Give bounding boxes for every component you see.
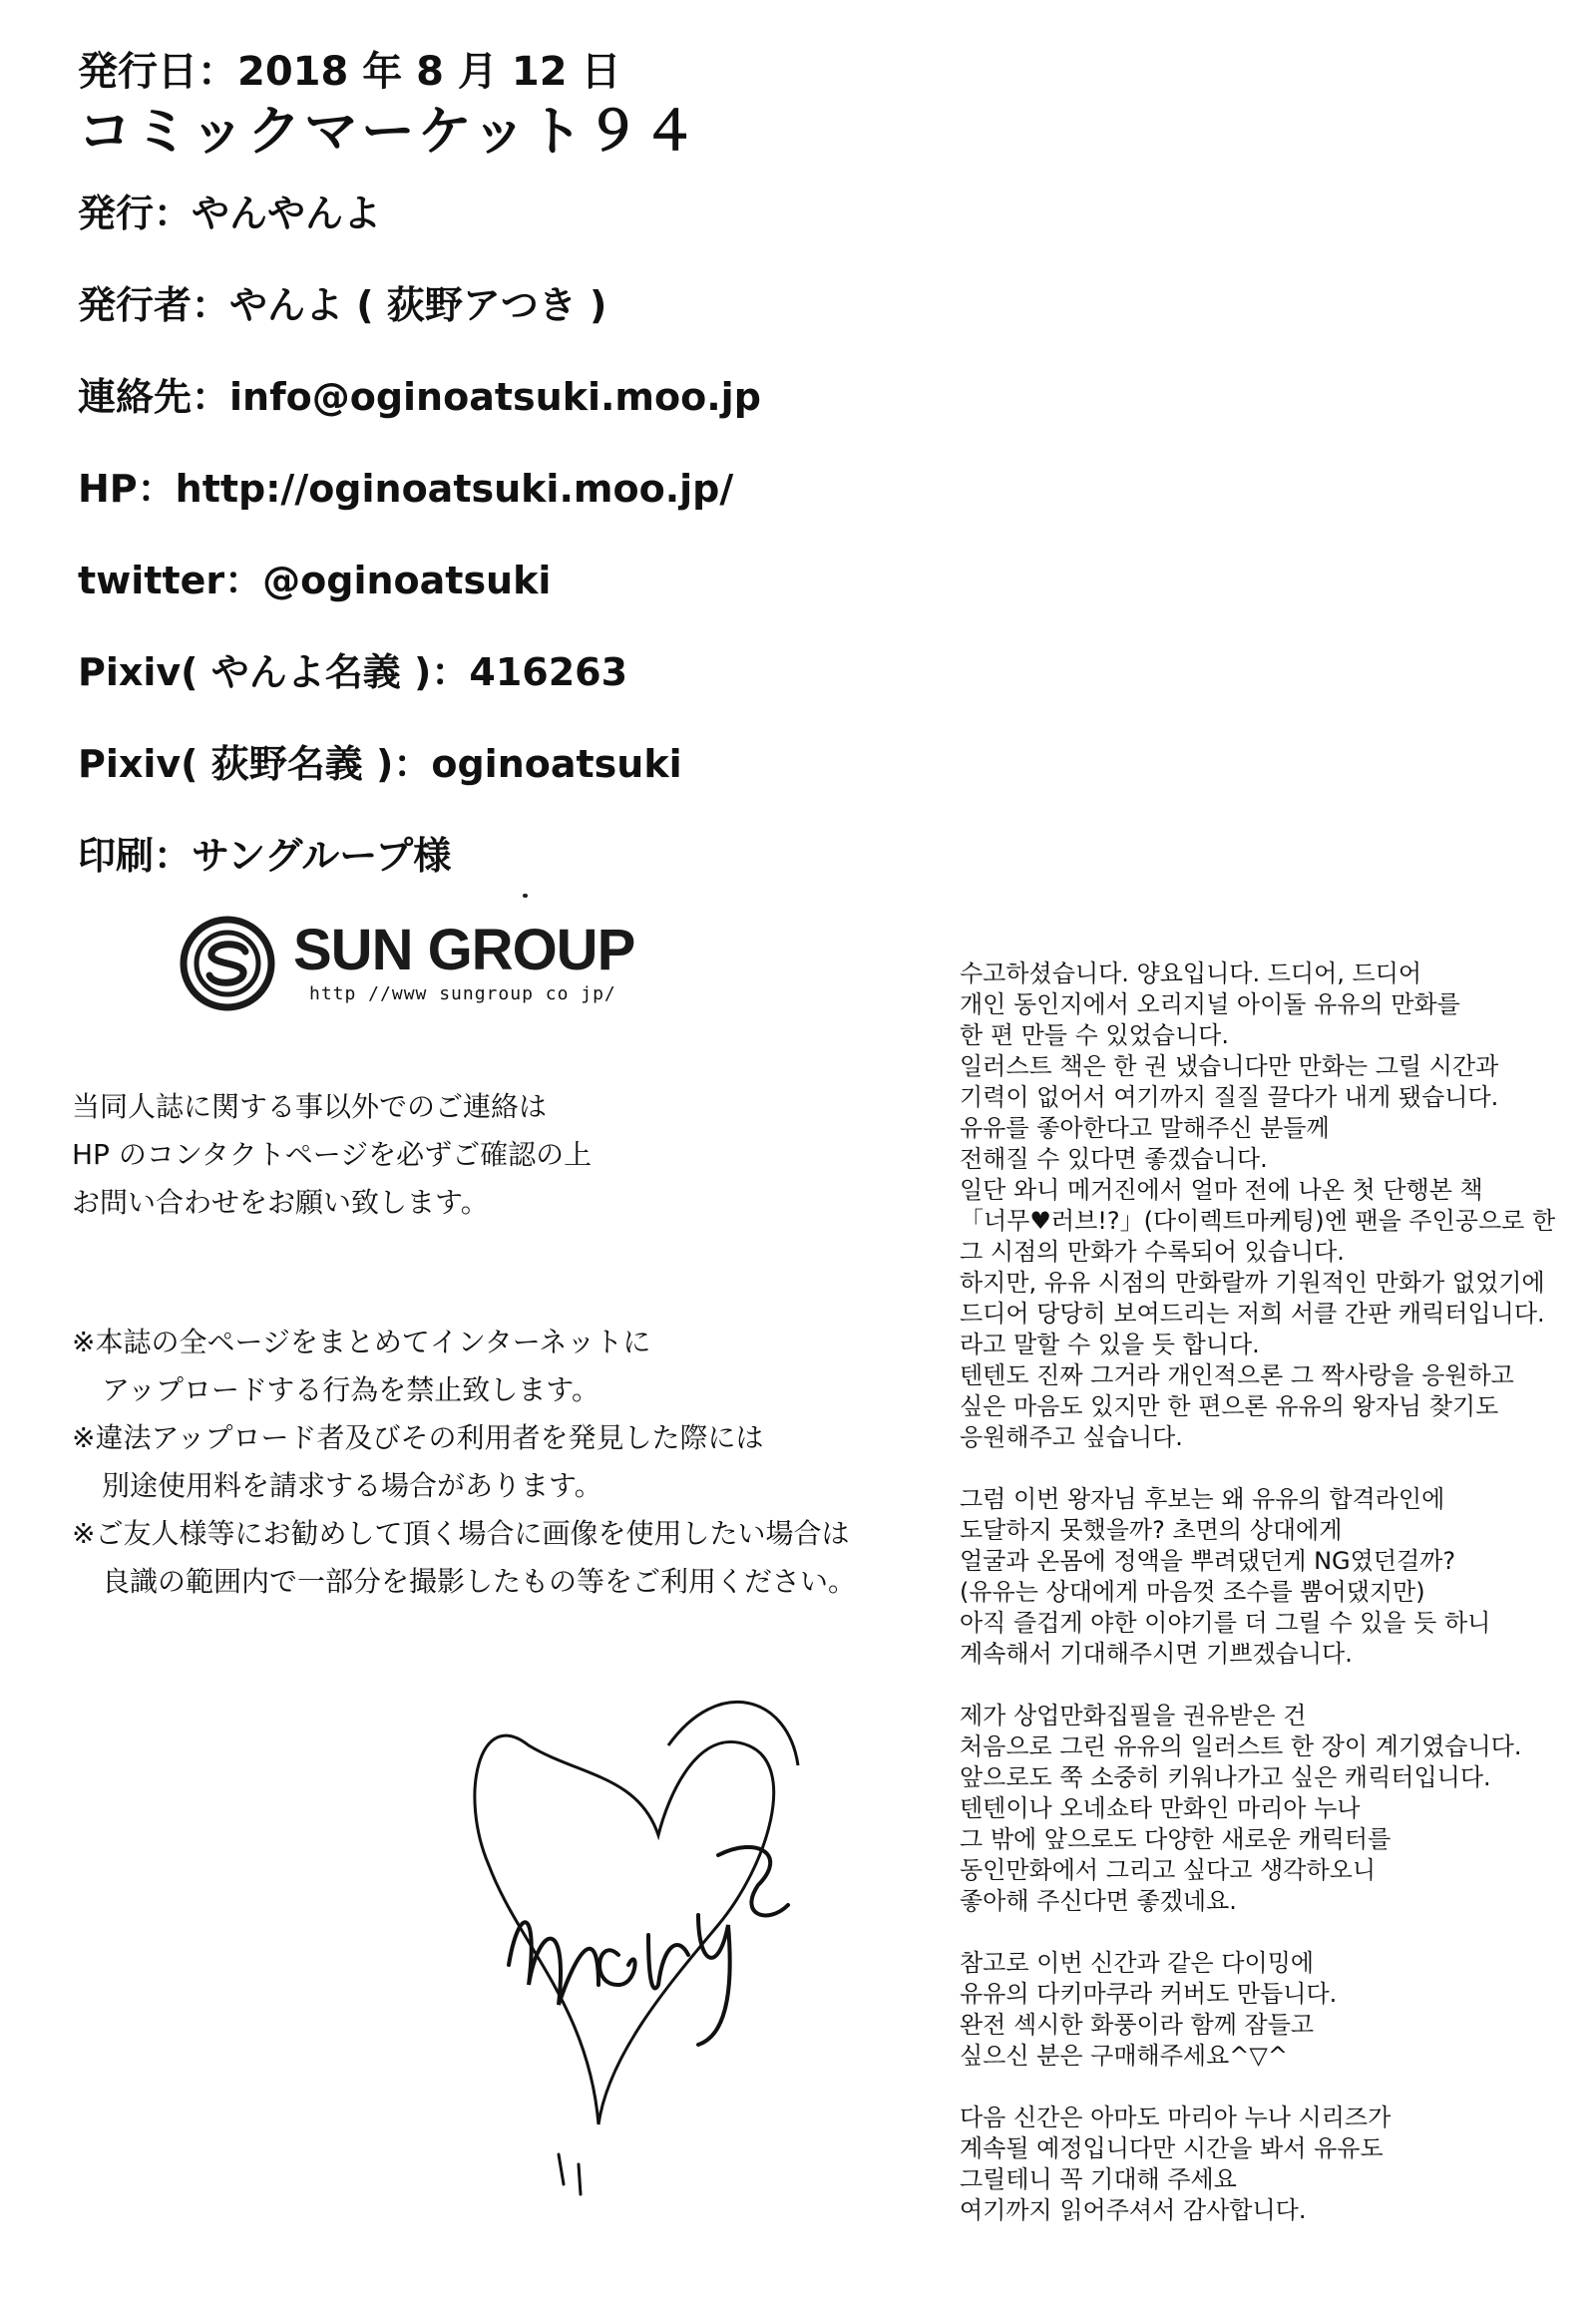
afterword-line: 제가 상업만화집필을 권유받은 건 bbox=[960, 1702, 1307, 1729]
event-title: コミックマーケット９４ bbox=[78, 100, 700, 163]
contact-note bbox=[72, 1083, 930, 1227]
afterword-line: 싶으신 분은 구매해주세요^▽^ bbox=[960, 2042, 1288, 2070]
afterword-line: 하지만, 유유 시점의 만화랄까 기원적인 만화가 없었기에 bbox=[960, 1269, 1545, 1297]
logo-wordmark: SUN GROUP bbox=[293, 918, 635, 982]
paragraph-gap bbox=[960, 2072, 1558, 2103]
contact-note-line: お問い合わせをお願い致します。 bbox=[72, 1186, 489, 1219]
paragraph-gap bbox=[960, 1453, 1558, 1484]
afterword-line: 한 편 만들 수 있었습니다. bbox=[960, 1021, 1229, 1049]
afterword-line: 완전 섹시한 화풍이라 함께 잠들고 bbox=[960, 2011, 1315, 2039]
sun-group-logo-icon bbox=[180, 916, 275, 1011]
author-row: 発行者：やんよ ( 荻野アつき ) bbox=[78, 283, 607, 327]
afterword-line: 라고 말할 수 있을 듯 합니다. bbox=[960, 1331, 1260, 1358]
sun-group-logo bbox=[180, 916, 698, 1015]
afterword-line: 여기까지 읽어주셔서 감사합니다. bbox=[960, 2196, 1307, 2224]
afterword-line: 앞으로도 쭉 소중히 키워나가고 싶은 캐릭터입니다. bbox=[960, 1763, 1491, 1791]
afterword-line: 그 밖에 앞으로도 다양한 새로운 캐릭터를 bbox=[960, 1825, 1392, 1853]
publish-date: 発行日：2018 年 8 月 12 日 bbox=[78, 49, 621, 95]
contact-note-line: HP のコンタクトページを必ずご確認の上 bbox=[72, 1138, 593, 1171]
afterword-line: 다음 신간은 아마도 마리아 누나 시리즈가 bbox=[960, 2104, 1392, 2131]
afterword-line: 수고하셨습니다. 양요입니다. 드디어, 드디어 bbox=[960, 959, 1422, 987]
afterword-line: 일단 와니 메거진에서 얼마 전에 나온 첫 단행본 책 bbox=[960, 1176, 1483, 1204]
colophon-info-list bbox=[78, 190, 936, 924]
notice-line: アップロードする行為を禁止致します。 bbox=[102, 1373, 599, 1406]
afterword-line: 개인 동인지에서 오리지널 아이돌 유유의 만화를 bbox=[960, 990, 1460, 1018]
heart-signature-icon bbox=[469, 1686, 868, 2224]
homepage-row: HP：http://oginoatsuki.moo.jp/ bbox=[78, 467, 734, 511]
afterword-line: 참고로 이번 신간과 같은 다이밍에 bbox=[960, 1949, 1315, 1977]
afterword-line: 「너무♥러브!?」(다이렉트마케팅)엔 팬을 주인공으로 한 bbox=[960, 1207, 1556, 1235]
colophon bbox=[78, 48, 936, 924]
paragraph-gap bbox=[960, 1670, 1558, 1701]
afterword-line: 싶은 마음도 있지만 한 편으론 유유의 왕자님 찾기도 bbox=[960, 1392, 1499, 1420]
afterword-line: 일러스트 책은 한 권 냈습니다만 만화는 그릴 시간과 bbox=[960, 1052, 1499, 1080]
afterword-line: 얼굴과 온몸에 정액을 뿌려댔던게 NG였던걸까? bbox=[960, 1547, 1456, 1575]
afterword-line: 그릴테니 꼭 기대해 주세요 bbox=[960, 2165, 1237, 2193]
afterword bbox=[960, 958, 1558, 2226]
afterword-line: 아직 즐겁게 야한 이야기를 더 그릴 수 있을 듯 하니 bbox=[960, 1609, 1491, 1637]
logo-url: http //www sungroup co jp/ bbox=[309, 983, 616, 1004]
afterword-line: 처음으로 그린 유유의 일러스트 한 장이 계기였습니다. bbox=[960, 1732, 1522, 1760]
afterword-line: 기력이 없어서 여기까지 질질 끌다가 내게 됐습니다. bbox=[960, 1083, 1499, 1111]
pixiv-ogino-row: Pixiv( 荻野名義 )：oginoatsuki bbox=[78, 742, 682, 786]
printer-row: 印刷：サングループ様 bbox=[78, 834, 452, 878]
afterword-line: 그럼 이번 왕자님 후보는 왜 유유의 합격라인에 bbox=[960, 1485, 1445, 1513]
afterword-line: 드디어 당당히 보여드리는 저희 서클 간판 캐릭터입니다. bbox=[960, 1300, 1545, 1328]
afterword-line: 좋아해 주신다면 좋겠네요. bbox=[960, 1887, 1237, 1915]
contact-note-line: 当同人誌に関する事以外でのご連絡は bbox=[72, 1090, 548, 1123]
notice-line: ※本誌の全ページをまとめてインターネットに bbox=[72, 1326, 651, 1358]
afterword-line: 텐텐도 진짜 그거라 개인적으론 그 짝사랑을 응원하고 bbox=[960, 1361, 1514, 1389]
notice-line: 良識の範囲内で一部分を撮影したもの等をご利用ください。 bbox=[102, 1565, 857, 1598]
publisher-row: 発行：やんやんよ bbox=[78, 192, 382, 235]
afterword-line: 도달하지 못했을까? 초면의 상대에게 bbox=[960, 1516, 1343, 1544]
afterword-line: 텐텐이나 오네쇼타 만화인 마리아 누나 bbox=[960, 1794, 1361, 1822]
notice-line: 別途使用料を請求する場合があります。 bbox=[102, 1469, 602, 1502]
notice-line: ※ご友人様等にお勧めして頂く場合に画像を使用したい場合は bbox=[72, 1517, 850, 1550]
afterword-line: 유유의 다키마쿠라 커버도 만듭니다. bbox=[960, 1980, 1338, 2008]
paragraph-gap bbox=[960, 1917, 1558, 1948]
upload-notices bbox=[72, 1319, 950, 1606]
afterword-line: 전해질 수 있다면 좋겠습니다. bbox=[960, 1145, 1268, 1173]
afterword-line: 계속해서 기대해주시면 기쁘겠습니다. bbox=[960, 1640, 1353, 1668]
afterword-line: 유유를 좋아한다고 말해주신 분들께 bbox=[960, 1114, 1330, 1142]
afterword-line: 계속될 예정입니다만 시간을 봐서 유유도 bbox=[960, 2134, 1384, 2162]
print-speck bbox=[523, 894, 528, 898]
afterword-line: (유유는 상대에게 마음껏 조수를 뿜어댔지만) bbox=[960, 1578, 1425, 1606]
twitter-row: twitter：@oginoatsuki bbox=[78, 559, 552, 602]
afterword-line: 동인만화에서 그리고 싶다고 생각하오니 bbox=[960, 1856, 1377, 1884]
afterword-line: 그 시점의 만화가 수록되어 있습니다. bbox=[960, 1238, 1345, 1266]
pixiv-yanyo-row: Pixiv( やんよ名義 )：416263 bbox=[78, 650, 628, 694]
afterword-line: 응원해주고 싶습니다. bbox=[960, 1423, 1183, 1451]
notice-line: ※違法アップロード者及びその利用者を発見した際には bbox=[72, 1421, 764, 1454]
contact-email-row: 連絡先：info@oginoatsuki.moo.jp bbox=[78, 375, 761, 419]
